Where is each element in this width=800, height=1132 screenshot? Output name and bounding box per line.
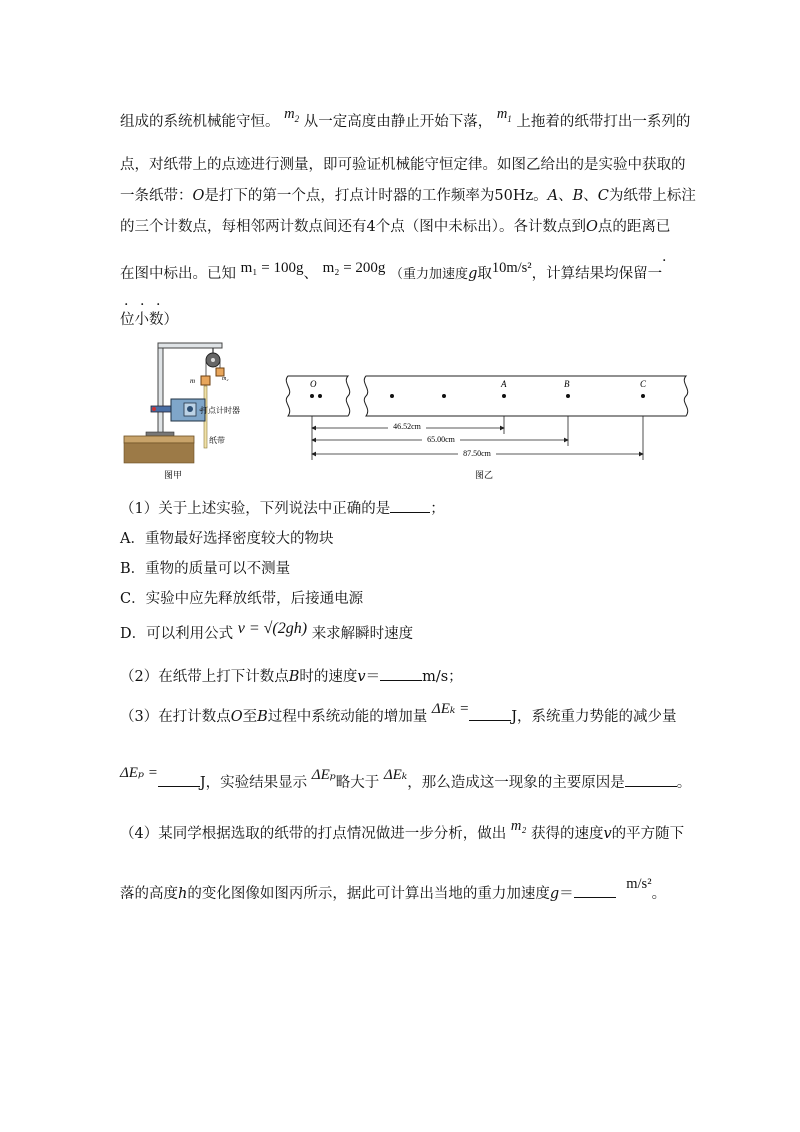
tape-label-A: A xyxy=(501,379,507,389)
dist-A: 46.52cm xyxy=(393,422,421,431)
tape-label-B: B xyxy=(564,379,570,389)
option-a: A．重物最好选择密度较大的物块 xyxy=(120,531,334,547)
tape-dot xyxy=(566,394,570,398)
answer-blank[interactable] xyxy=(469,706,511,721)
question-4-line2: 落的高度h的变化图像如图丙所示，据此可计算出当地的重力加速度g＝ m/s²。 xyxy=(120,876,667,902)
para-line-4: 的三个计数点，每相邻两计数点间还有4个点（图中未标出）。各计数点到O点的距离已 xyxy=(120,219,671,235)
emphasis-dot: . xyxy=(124,293,129,309)
para-line-1 xyxy=(120,106,691,132)
emphasis-dot: . xyxy=(156,293,161,309)
tape-label-O: O xyxy=(310,379,317,389)
para-line-3: 一条纸带：O是打下的第一个点，打点计时器的工作频率为50Hz。A、B、C为纸带上标注 xyxy=(120,188,696,204)
para-line-5: 在图中标出。已知 m₁ = 100g、 m₂ = 200g （重力加速度g取10m/s²，计算结果均保留一 xyxy=(120,260,663,282)
dist-B: 65.00cm xyxy=(427,435,455,444)
tape-dot xyxy=(502,394,506,398)
formula-dEp2: ΔEₚ xyxy=(311,767,336,783)
tape-dot xyxy=(390,394,394,398)
tape-dot xyxy=(310,394,314,398)
answer-blank[interactable] xyxy=(574,883,616,898)
option-b: B．重物的质量可以不测量 xyxy=(120,561,291,577)
question-2: （2）在纸带上打下计数点B时的速度v＝ m/s； xyxy=(120,665,463,686)
dist-C: 87.50cm xyxy=(463,449,491,458)
formula-v: v = √(2gh) xyxy=(237,620,308,637)
tape-dot xyxy=(641,394,645,398)
question-4-line1: （4）某同学根据选取的纸带的打点情况做进一步分析，做出 m₂ 获得的速度v的平方随下 xyxy=(120,818,685,842)
formula-gval: 10m/s² xyxy=(491,260,532,276)
formula-dEp: ΔEₚ = xyxy=(120,765,158,781)
label-timer: 打点计时器 xyxy=(200,406,240,415)
tape-label-C: C xyxy=(640,379,647,389)
caption-jia: 图甲 xyxy=(163,471,183,481)
var-m2: m₂ xyxy=(510,818,527,834)
formula-dEk: ΔEₖ = xyxy=(431,701,470,717)
text: 从一定高度由静止开始下落， xyxy=(303,114,493,130)
option-d: D．可以利用公式 v = √(2gh) 来求解瞬时速度 xyxy=(120,620,414,642)
para-line-2: 点，对纸带上的点迹进行测量，即可验证机械能守恒定律。如图乙给出的是实验中获取的 xyxy=(120,157,686,173)
answer-blank[interactable] xyxy=(390,498,430,513)
caption-yi: 图乙 xyxy=(474,471,494,481)
label-m: m xyxy=(190,377,196,385)
var-m2: $m_2$ xyxy=(284,106,300,124)
answer-blank[interactable] xyxy=(625,772,677,787)
figure-jia xyxy=(118,336,240,482)
para-line-6: 位小数） xyxy=(120,312,178,328)
answer-blank[interactable] xyxy=(380,666,422,681)
option-c: C．实验中应先释放纸带，后接通电源 xyxy=(120,591,364,607)
emphasis-dot: . xyxy=(662,249,667,265)
unit-g: m/s² xyxy=(626,876,652,892)
var-m1: $m_1$ xyxy=(496,106,512,124)
label-m2: m₂ xyxy=(222,376,229,382)
text: 上拖着的纸带打出一系列的 xyxy=(516,114,691,130)
question-3-line2: ΔEₚ =J，实验结果显示 ΔEₚ略大于 ΔEₖ，那么造成这一现象的主要原因是 。 xyxy=(120,765,692,791)
formula-m1: m₁ = 100g xyxy=(240,260,304,276)
text: 组成的系统机械能守恒。 xyxy=(120,114,280,130)
tape-dot xyxy=(442,394,446,398)
emphasis-dot: . xyxy=(140,293,145,309)
formula-m2: m₂ = 200g xyxy=(322,260,386,276)
label-tape: 纸带 xyxy=(209,436,225,445)
figure-yi xyxy=(280,366,700,484)
formula-dEk2: ΔEₖ xyxy=(383,767,408,783)
question-1: （1）关于上述实验，下列说法中正确的是 ； xyxy=(120,497,445,518)
tape-dot xyxy=(318,394,322,398)
question-3-line1: （3）在打计数点O至B过程中系统动能的增加量 ΔEₖ = J，系统重力势能的减少量 xyxy=(120,701,677,725)
answer-blank[interactable] xyxy=(158,772,200,787)
